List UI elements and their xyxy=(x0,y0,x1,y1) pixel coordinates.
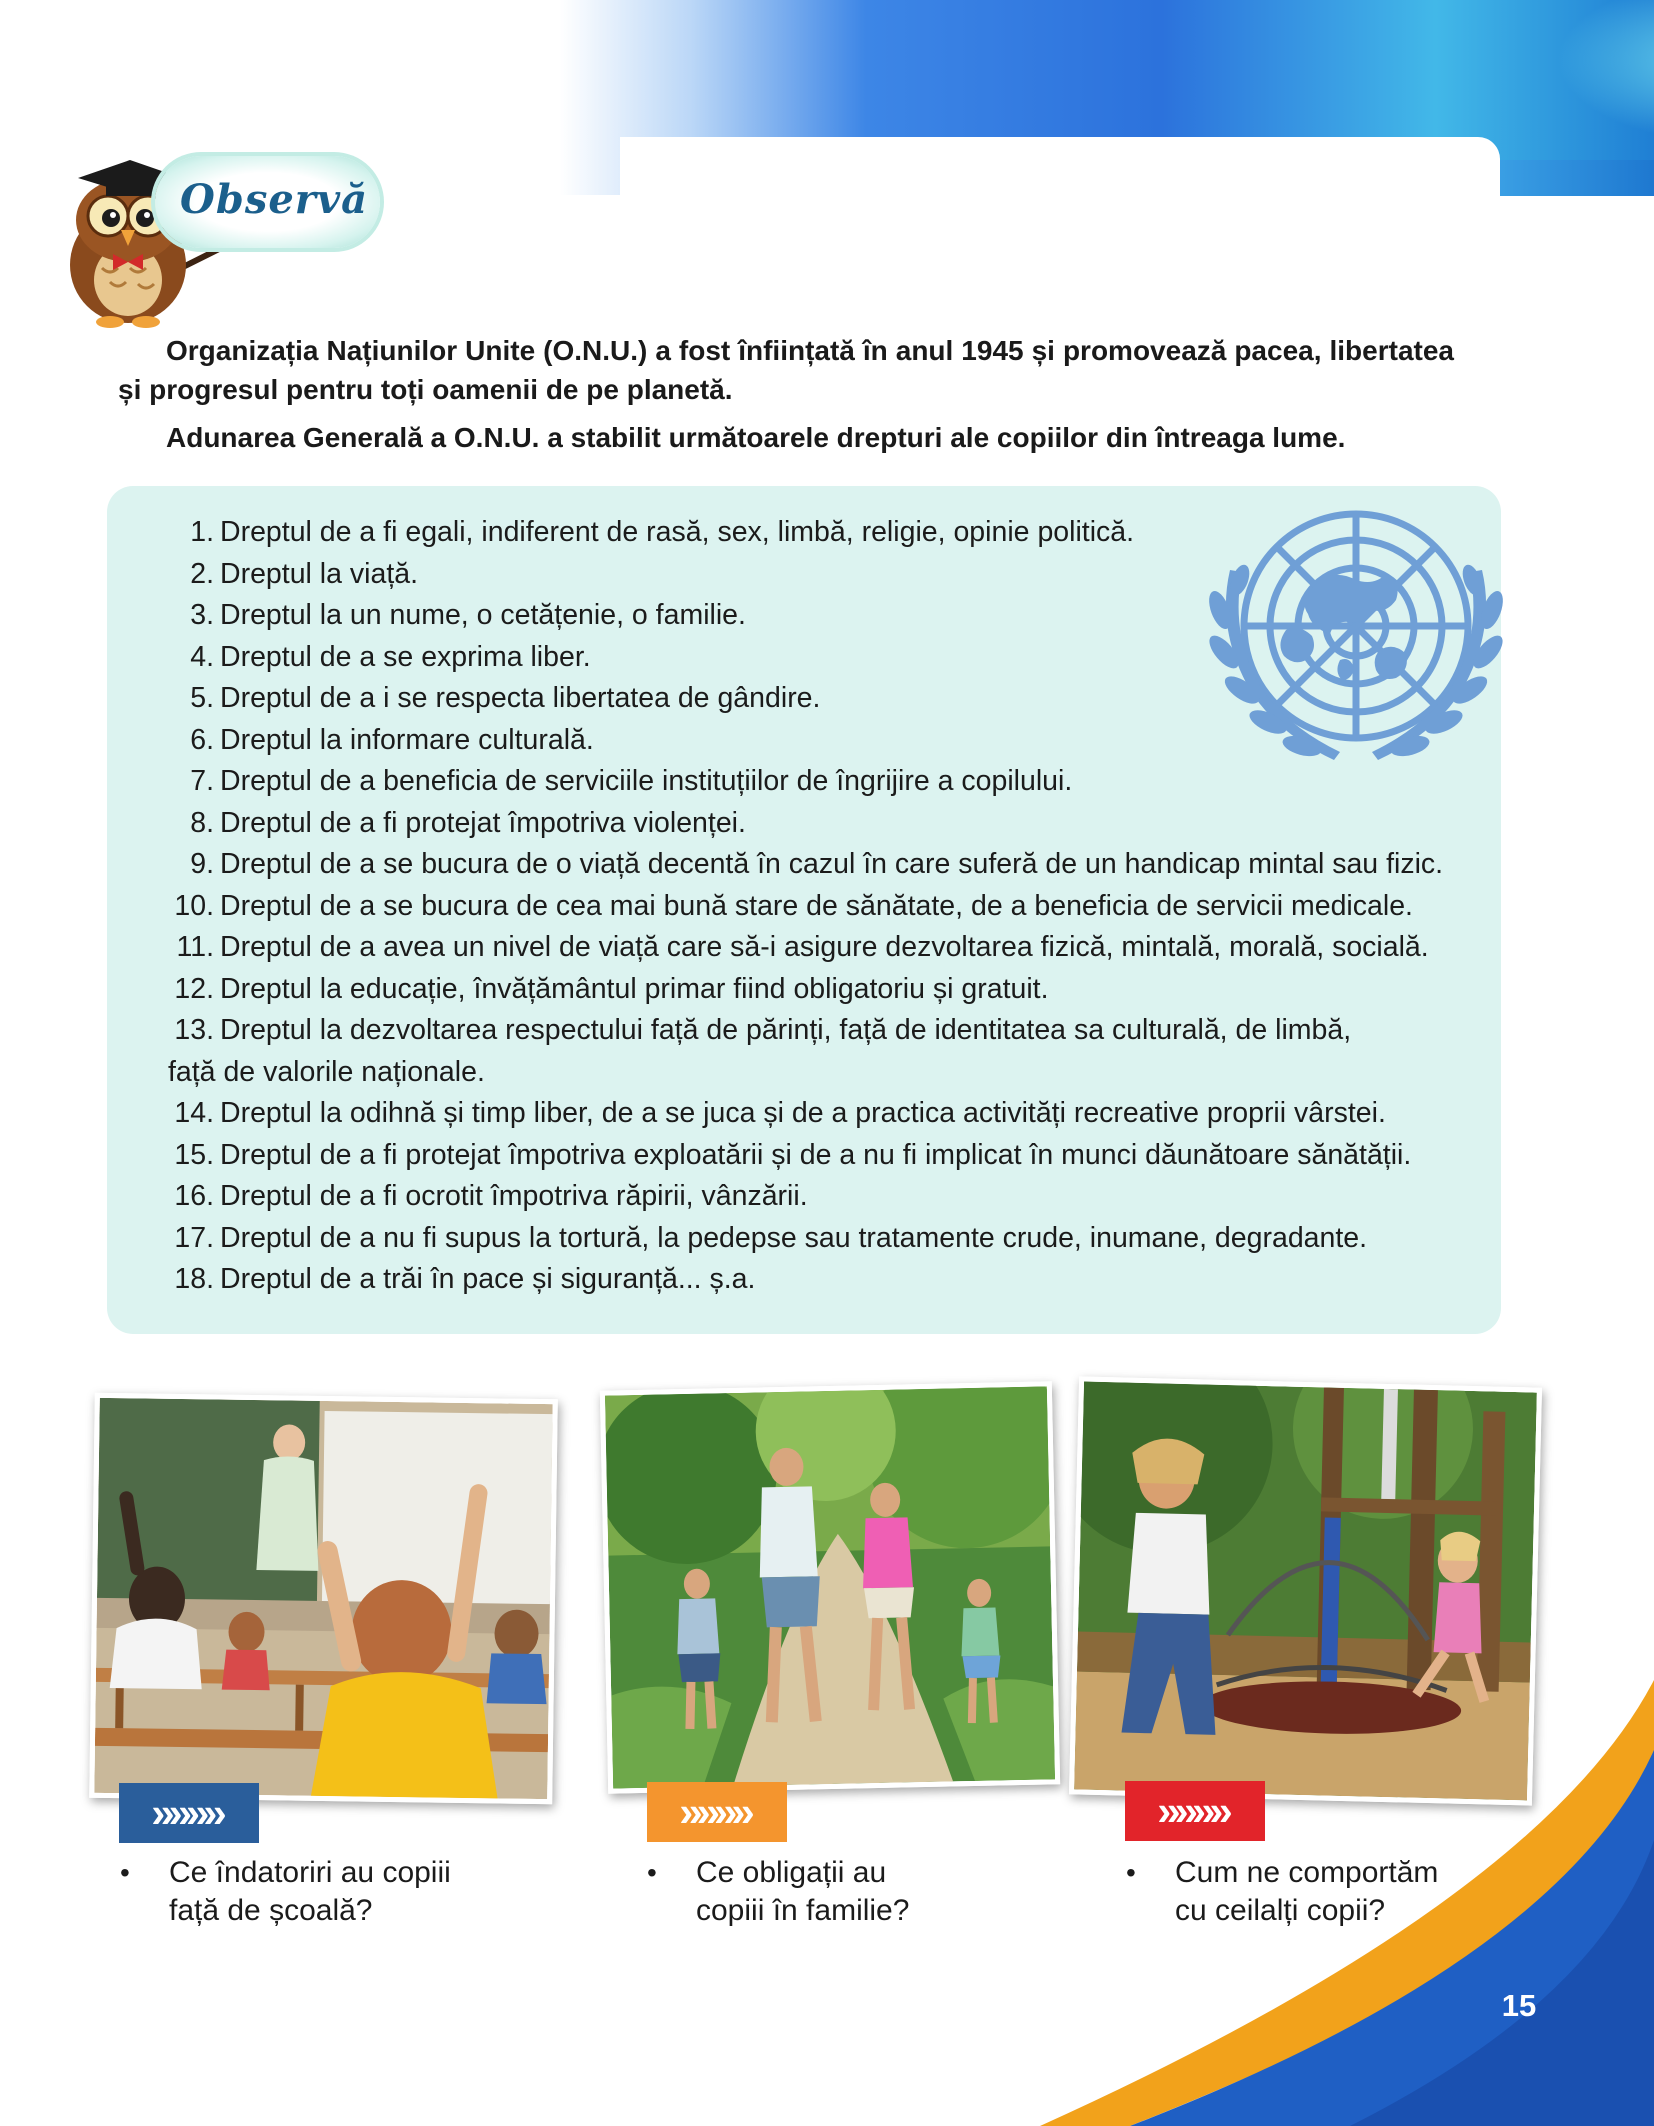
list-item xyxy=(162,554,1462,596)
list-item-number: 15. xyxy=(174,1138,214,1171)
list-item xyxy=(162,1176,1462,1218)
question-line: Cum ne comportăm xyxy=(1175,1856,1439,1889)
list-item-text: Dreptul de a nu fi supus la tortură, la pedepse sau tratamente crude, inumane, degradante. xyxy=(220,1221,1368,1254)
list-item xyxy=(162,1010,1462,1093)
list-item-text: Dreptul de a fi protejat împotriva violenței. xyxy=(220,806,746,839)
list-item-number: 2. xyxy=(190,557,214,590)
question-line: față de școală? xyxy=(169,1894,373,1927)
list-item-number: 16. xyxy=(174,1180,214,1212)
header-banner-strip xyxy=(1498,160,1654,196)
list-item-number: 5. xyxy=(190,682,214,714)
list-item-text: Dreptul de a se exprima liber. xyxy=(220,640,591,673)
list-item xyxy=(162,1218,1462,1260)
list-item xyxy=(162,1093,1462,1135)
list-item xyxy=(162,761,1462,803)
list-item-text-continued: față de valorile naționale. xyxy=(168,1055,485,1088)
list-item-text: Dreptul la educație, învățământul primar fiind obligatoriu și gratuit. xyxy=(220,972,1049,1005)
list-item-text: Dreptul de a trăi în pace și siguranță... ș.a. xyxy=(220,1263,756,1295)
bullet-icon: • xyxy=(647,1857,657,1888)
list-item-number: 4. xyxy=(190,640,214,673)
question-line: copiii în familie? xyxy=(696,1894,910,1927)
list-item-number: 18. xyxy=(174,1263,214,1295)
list-item-number: 10. xyxy=(174,889,214,922)
list-item-text: Dreptul la dezvoltarea respectului față de părinți, față de identitatea sa culturală, de limbă, xyxy=(220,1014,1352,1046)
list-item xyxy=(162,512,1462,554)
list-item-text: Dreptul de a avea un nivel de viață care să-i asigure dezvoltarea fizică, mintală, morală, socială. xyxy=(220,931,1429,963)
list-item-number: 7. xyxy=(190,765,214,797)
list-item-number: 13. xyxy=(174,1014,214,1046)
list-item-text: Dreptul de a fi ocrotit împotriva răpirii, vânzării. xyxy=(220,1180,808,1212)
page-number: 15 xyxy=(1501,1988,1537,2023)
list-item-number: 1. xyxy=(190,516,214,548)
list-item xyxy=(162,1259,1462,1301)
list-item-number: 3. xyxy=(190,599,214,631)
list-item-text: Dreptul de a se bucura de o viață decentă în cazul în care suferă de un handicap mintal sau fizic. xyxy=(220,848,1444,880)
list-item-number: 11. xyxy=(176,931,214,963)
question-line: cu ceilalți copii? xyxy=(1175,1894,1386,1927)
rights-list xyxy=(162,512,1462,1301)
list-item-text: Dreptul de a i se respecta libertatea de gândire. xyxy=(220,682,821,714)
list-item xyxy=(162,1135,1462,1177)
list-item-text: Dreptul la odihnă și timp liber, de a se juca și de a practica activități recreative proprii vârstei. xyxy=(220,1097,1386,1129)
chevron-badge-family: »»»» xyxy=(647,1782,787,1842)
list-item-number: 6. xyxy=(190,723,214,756)
list-item xyxy=(162,720,1462,762)
list-item-number: 8. xyxy=(190,806,214,839)
chevron-badge-children: »»»» xyxy=(1125,1781,1265,1841)
list-item-text: Dreptul la viață. xyxy=(220,557,419,590)
list-item xyxy=(162,803,1462,845)
list-item-text: Dreptul de a fi protejat împotriva exploatării și de a nu fi implicat în munci dăunătoare sănătății. xyxy=(220,1138,1412,1171)
question-line: Ce îndatoriri au copiii xyxy=(169,1856,451,1889)
header-banner-tab xyxy=(620,137,1500,217)
list-item-text: Dreptul de a se bucura de cea mai bună stare de sănătate, de a beneficia de servicii medicale. xyxy=(220,889,1413,922)
bullet-icon: • xyxy=(120,1857,130,1888)
bullet-icon: • xyxy=(1126,1857,1136,1888)
chevron-badge-school: »»»» xyxy=(119,1783,259,1843)
section-title: Observă xyxy=(180,176,369,223)
question-line: Ce obligații au xyxy=(696,1856,887,1889)
intro-paragraph-rights: Adunarea Generală a O.N.U. a stabilit următoarele drepturi ale copiilor din întreaga lume. xyxy=(166,422,1346,453)
list-item xyxy=(162,927,1462,969)
list-item-number: 14. xyxy=(174,1097,214,1129)
list-item-text: Dreptul la informare culturală. xyxy=(220,723,594,756)
list-item xyxy=(162,595,1462,637)
intro-paragraph-un: Organizația Națiunilor Unite (O.N.U.) a fost înființată în anul 1945 și promovează pacea, libertatea și progresul pentru toți oamenii de pe planetă. xyxy=(118,335,1454,405)
list-item-number: 12. xyxy=(174,972,214,1005)
list-item-text: Dreptul de a fi egali, indiferent de rasă, sex, limbă, religie, opinie politică. xyxy=(220,516,1135,548)
list-item xyxy=(162,969,1462,1011)
list-item xyxy=(162,844,1462,886)
list-item xyxy=(162,886,1462,928)
list-item-text: Dreptul la un nume, o cetățenie, o familie. xyxy=(220,599,746,631)
list-item-text: Dreptul de a beneficia de serviciile instituțiilor de îngrijire a copilului. xyxy=(220,765,1073,797)
list-item-number: 9. xyxy=(190,848,214,880)
list-item xyxy=(162,637,1462,679)
list-item-number: 17. xyxy=(174,1221,214,1254)
list-item xyxy=(162,678,1462,720)
